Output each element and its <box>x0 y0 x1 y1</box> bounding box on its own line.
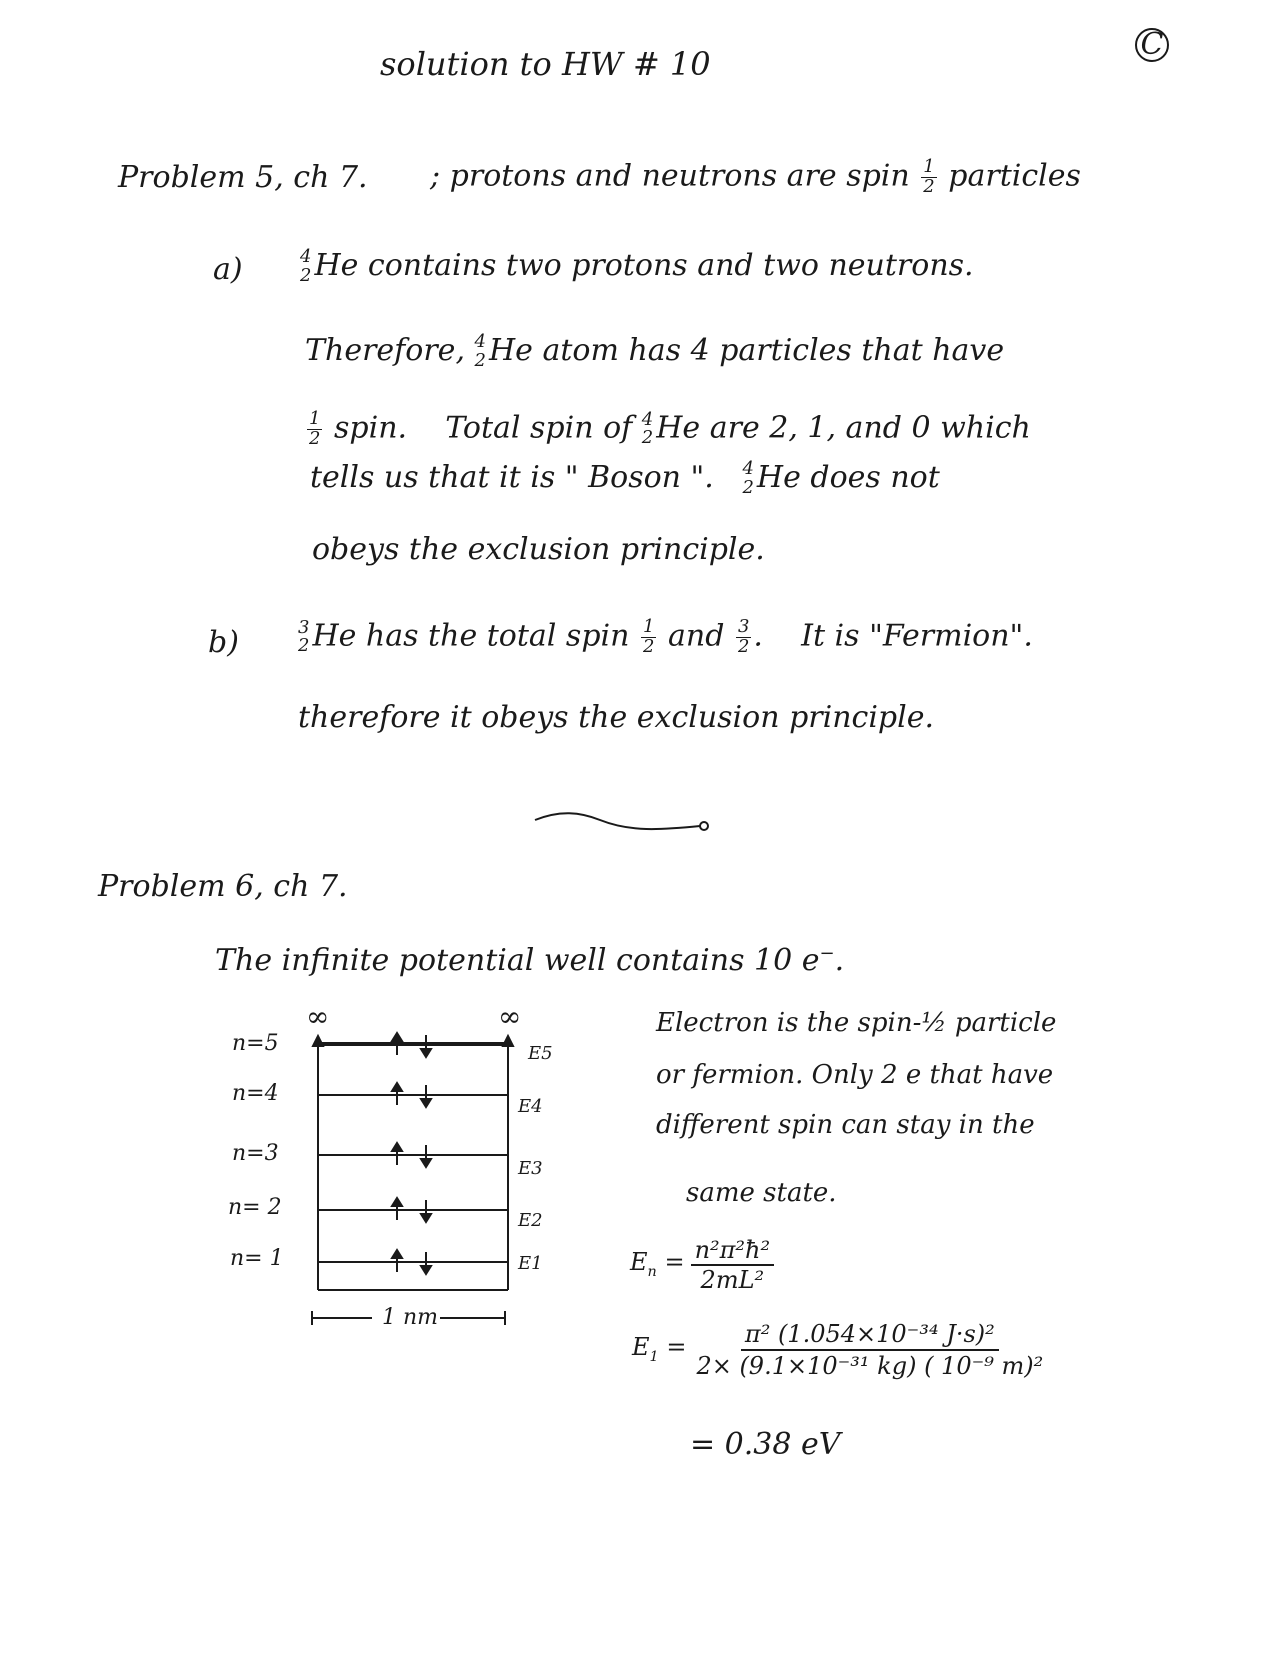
energy-label-4: E4 <box>518 1096 543 1117</box>
page-mark: C <box>1135 28 1169 62</box>
problem5-statement: ; protons and neutrons are spin $\frac{1}{2}$ particles <box>430 156 1081 197</box>
well-width-label: 1 nm <box>382 1305 439 1330</box>
energy-formula: $E_n$ = $\frac{\text{n²π²ħ²}}{\text{2mL²}}$ <box>630 1238 774 1292</box>
divider-squiggle <box>535 813 700 829</box>
explanation-line-2: or fermion. Only 2 e that have <box>656 1060 1054 1090</box>
part-a-label: a) <box>213 252 243 287</box>
explanation-line-4: same state. <box>686 1178 837 1208</box>
level-label-1: n= 1 <box>230 1246 284 1271</box>
part-a-line3: $\frac{1}{2}$ spin. Total spin of 4 2 He are 2, 1, and 0 which <box>309 408 1031 449</box>
part-a-line1: 4 2 He contains two protons and two neutrons. <box>300 246 974 286</box>
energy-label-2: E2 <box>518 1210 543 1231</box>
energy-calculation: $E_1$ = $\frac{\text{π² (1.054×10⁻³⁴ J·s)²}}{\text{2× (9.1×10⁻³¹ kg) ( 10⁻⁹ m)²}}$ <box>632 1320 1044 1380</box>
level-label-2: n= 2 <box>228 1195 282 1220</box>
part-a-line4: tells us that it is " Boson ". 4 2 He does not <box>310 458 940 498</box>
level-label-4: n=4 <box>232 1081 279 1106</box>
part-b-label: b) <box>208 625 239 660</box>
problem6-statement: The infinite potential well contains 10 e−. <box>215 943 845 978</box>
right-wall-arrow <box>503 1036 513 1046</box>
problem5-title: Problem 5, ch 7. <box>118 160 368 195</box>
energy-label-5: E5 <box>528 1043 553 1064</box>
level-label-3: n=3 <box>232 1141 279 1166</box>
page-title: solution to HW # 10 <box>380 45 711 83</box>
left-wall-arrow <box>313 1036 323 1046</box>
level-label-5: n=5 <box>232 1031 279 1056</box>
energy-label-1: E1 <box>518 1253 543 1274</box>
energy-result: = 0.38 eV <box>690 1427 841 1462</box>
part-b-line2: therefore it obeys the exclusion principle. <box>298 700 935 735</box>
part-b-line1: 3 2 He has the total spin $\frac{1}{2}$ and $\frac{3}{2}$ . It is "Fermion". <box>298 616 1033 657</box>
part-a-line5: obeys the exclusion principle. <box>312 532 765 567</box>
explanation-line-3: different spin can stay in the <box>656 1110 1035 1140</box>
divider-squiggle-end <box>700 822 708 830</box>
part-a-line2: Therefore, 4 2 He atom has 4 particles that have <box>305 331 1005 371</box>
energy-label-3: E3 <box>518 1158 543 1179</box>
problem6-title: Problem 6, ch 7. <box>98 869 348 904</box>
explanation-line-1: Electron is the spin-½ particle <box>656 1008 1057 1038</box>
infinity-left: ∞ <box>306 1000 330 1033</box>
infinity-right: ∞ <box>498 1000 522 1033</box>
